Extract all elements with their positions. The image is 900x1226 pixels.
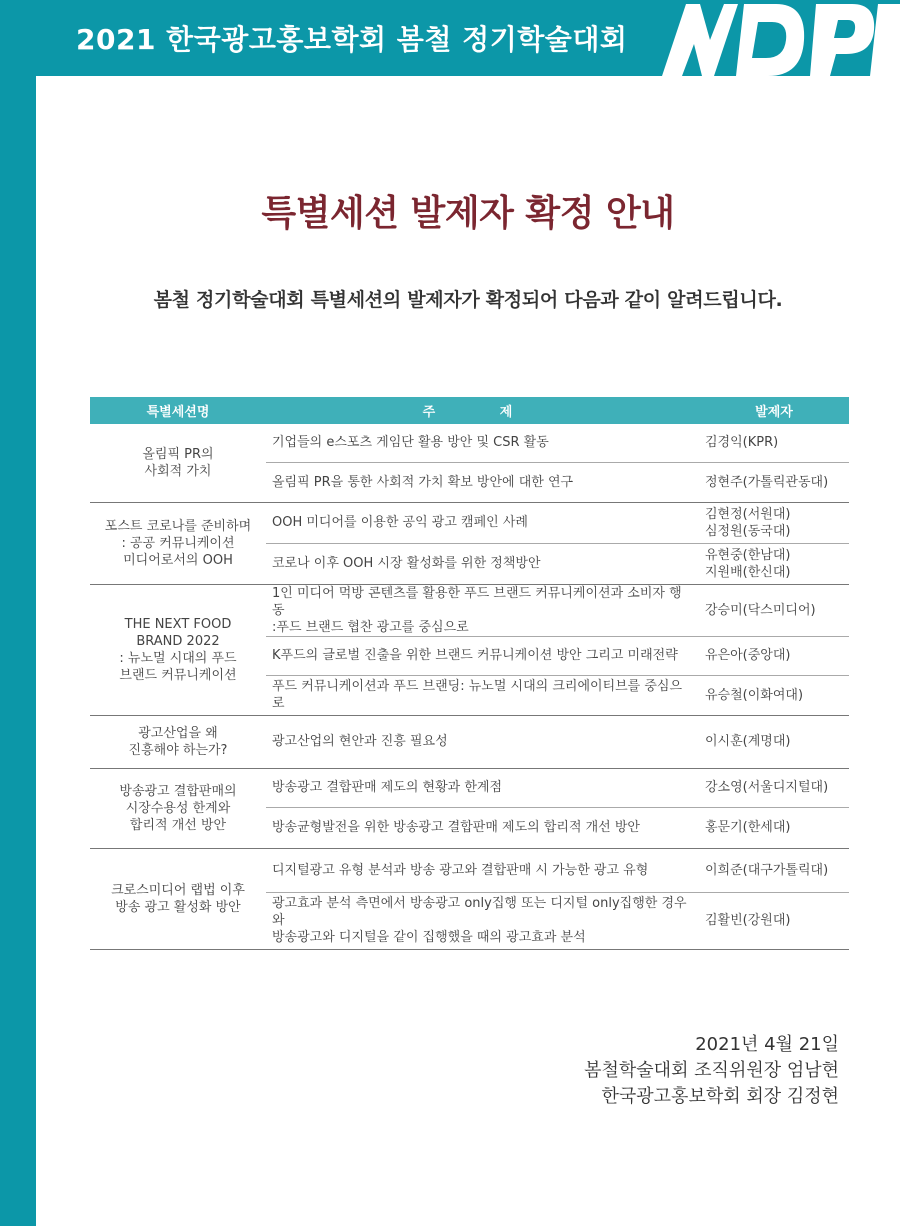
presenter-line: 정현주(가톨릭관동대) bbox=[705, 474, 829, 490]
topic-line: :푸드 브랜드 협찬 광고를 중심으로 bbox=[272, 619, 469, 635]
session-name-cell bbox=[90, 502, 266, 584]
topic-line: OOH 미디어를 이용한 공익 광고 캠페인 사례 bbox=[272, 515, 528, 530]
session-name-cell bbox=[90, 768, 266, 848]
kadpr-logo bbox=[656, 0, 900, 76]
header-topic: 주 제 bbox=[266, 397, 699, 424]
topic-cell bbox=[266, 424, 699, 462]
topic-cell bbox=[266, 636, 699, 675]
topic-cell bbox=[266, 584, 699, 636]
presenter-line: 유은아(중앙대) bbox=[705, 648, 791, 663]
table-row bbox=[90, 502, 849, 543]
presenter-line: 김활빈(강원대) bbox=[705, 913, 791, 928]
table-row bbox=[90, 848, 849, 892]
header-session: 특별세션명 bbox=[90, 397, 266, 424]
topic-line: 광고효과 분석 측면에서 방송광고 only집행 또는 디지털 only집행한 경우와 bbox=[272, 896, 687, 928]
presenter-line: 홍문기(한세대) bbox=[705, 820, 791, 835]
session-name-line: 사회적 가치 bbox=[144, 463, 212, 479]
presenter-line: 김경익(KPR) bbox=[705, 435, 779, 451]
table-row bbox=[90, 584, 849, 636]
footer-signature bbox=[584, 1032, 839, 1110]
footer-president: 한국광고홍보학회 회장 김정현 bbox=[601, 1086, 839, 1107]
page-subtitle: 봄철 정기학술대회 특별세션의 발제자가 확정되어 다음과 같이 알려드립니다. bbox=[153, 289, 783, 311]
session-name-line: 합리적 개선 방안 bbox=[129, 817, 227, 833]
topic-line: 기업들의 e스포츠 게임단 활용 방안 및 CSR 활동 bbox=[272, 435, 549, 451]
presenter-cell bbox=[699, 636, 849, 675]
presenter-cell bbox=[699, 675, 849, 715]
footer-date: 2021년 4월 21일 bbox=[695, 1034, 839, 1055]
session-name-line: 시장수용성 한계와 bbox=[125, 800, 231, 816]
presenter-line: 유승철(이화여대) bbox=[705, 687, 804, 703]
presenter-line: 심정원(동국대) bbox=[705, 523, 791, 539]
topic-line: 디지털광고 유형 분석과 방송 광고와 결합판매 시 가능한 광고 유형 bbox=[272, 862, 649, 878]
table-header-row bbox=[90, 397, 849, 424]
session-table bbox=[90, 397, 849, 950]
topic-cell bbox=[266, 768, 699, 807]
table-body bbox=[90, 424, 849, 949]
header-presenter: 발제자 bbox=[699, 397, 849, 424]
topic-line: 올림픽 PR을 통한 사회적 가치 확보 방안에 대한 연구 bbox=[272, 474, 574, 490]
presenter-line: 김현정(서원대) bbox=[705, 506, 791, 522]
presenter-cell bbox=[699, 584, 849, 636]
session-name-line: : 공공 커뮤니케이션 bbox=[121, 535, 235, 551]
session-name-line: 방송광고 결합판매의 bbox=[119, 783, 237, 799]
presenter-line: 이시훈(계명대) bbox=[705, 734, 791, 749]
topic-cell bbox=[266, 462, 699, 502]
table-row bbox=[90, 768, 849, 807]
topic-cell bbox=[266, 715, 699, 768]
session-name-cell bbox=[90, 424, 266, 502]
topic-line: 방송광고와 디지털을 같이 집행했을 때의 광고효과 분석 bbox=[272, 930, 586, 945]
presenter-line: 유현중(한남대) bbox=[705, 547, 791, 563]
topic-cell bbox=[266, 848, 699, 892]
topic-cell bbox=[266, 543, 699, 584]
session-name-line: BRAND 2022 bbox=[136, 633, 220, 649]
presenter-cell bbox=[699, 892, 849, 949]
presenter-cell bbox=[699, 424, 849, 462]
session-name-line: THE NEXT FOOD bbox=[124, 616, 232, 632]
topic-line: 1인 미디어 먹방 콘텐츠를 활용한 푸드 브랜드 커뮤니케이션과 소비자 행동 bbox=[272, 585, 682, 618]
session-name-line: 미디어로서의 OOH bbox=[123, 552, 233, 568]
presenter-cell bbox=[699, 715, 849, 768]
session-name-cell bbox=[90, 584, 266, 715]
topic-cell bbox=[266, 807, 699, 848]
session-name-line: 크로스미디어 랩법 이후 bbox=[111, 882, 245, 898]
session-name-line: 진흥해야 하는가? bbox=[128, 742, 228, 758]
topic-line: 푸드 커뮤니케이션과 푸드 브랜딩: 뉴노멀 시대의 크리에이티브를 중심으로 bbox=[272, 679, 683, 711]
presenter-cell bbox=[699, 543, 849, 584]
presenter-line: 이희준(대구가톨릭대) bbox=[705, 862, 829, 878]
topic-cell bbox=[266, 675, 699, 715]
presenter-line: 강소영(서울디지털대) bbox=[705, 780, 829, 795]
presenter-cell bbox=[699, 848, 849, 892]
presenter-line: 강승미(닥스미디어) bbox=[705, 602, 816, 618]
presenter-cell bbox=[699, 807, 849, 848]
topic-line: 광고산업의 현안과 진흥 필요성 bbox=[272, 734, 448, 749]
session-name-line: 브랜드 커뮤니케이션 bbox=[119, 667, 237, 683]
topic-line: 방송균형발전을 위한 방송광고 결합판매 제도의 합리적 개선 방안 bbox=[272, 820, 640, 835]
session-name-line: 포스트 코로나를 준비하며 bbox=[104, 518, 252, 534]
header-title: 2021 한국광고홍보학회 봄철 정기학술대회 bbox=[76, 23, 628, 56]
presenter-cell bbox=[699, 462, 849, 502]
footer-organizer: 봄철학술대회 조직위원장 엄남현 bbox=[584, 1060, 839, 1081]
session-name-line: 광고산업을 왜 bbox=[138, 725, 218, 741]
presenter-line: 지원배(한신대) bbox=[705, 564, 791, 580]
session-name-line: 올림픽 PR의 bbox=[142, 446, 214, 462]
page-title: 특별세션 발제자 확정 안내 bbox=[261, 193, 675, 234]
topic-cell bbox=[266, 502, 699, 543]
left-accent-bar bbox=[0, 0, 36, 1226]
presenter-cell bbox=[699, 502, 849, 543]
topic-line: 코로나 이후 OOH 시장 활성화를 위한 정책방안 bbox=[272, 556, 541, 571]
session-name-cell bbox=[90, 715, 266, 768]
presenter-cell bbox=[699, 768, 849, 807]
session-name-line: : 뉴노멀 시대의 푸드 bbox=[119, 650, 237, 666]
session-name-cell bbox=[90, 848, 266, 949]
topic-line: K푸드의 글로벌 진출을 위한 브랜드 커뮤니케이션 방안 그리고 미래전략 bbox=[272, 648, 678, 663]
table-row bbox=[90, 424, 849, 462]
topic-cell bbox=[266, 892, 699, 949]
header-bar bbox=[0, 0, 900, 76]
topic-line: 방송광고 결합판매 제도의 현황과 한계점 bbox=[272, 780, 503, 795]
session-name-line: 방송 광고 활성화 방안 bbox=[115, 899, 241, 915]
table-row bbox=[90, 715, 849, 768]
